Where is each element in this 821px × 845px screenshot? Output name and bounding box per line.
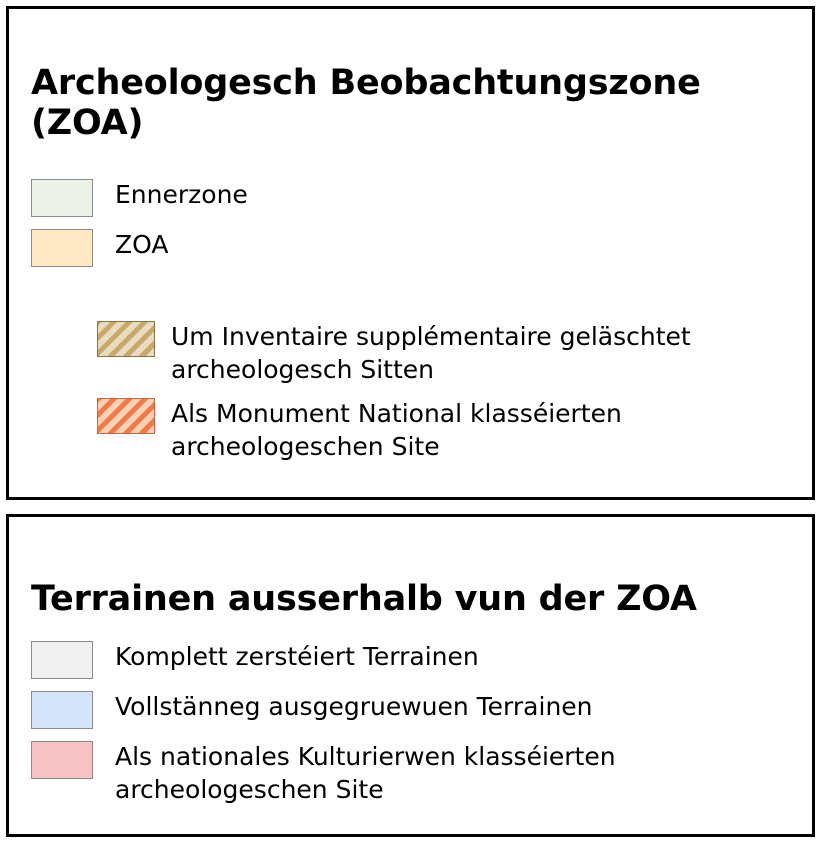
- swatch-inventaire-supplementaire: [97, 321, 155, 357]
- swatch-kulturierwen: [31, 741, 93, 779]
- legend-item: [9, 739, 812, 806]
- swatch-komplett-zerstoeiert: [31, 641, 93, 679]
- zoa-panel: [6, 6, 815, 500]
- zoa-legend-group-secondary: [9, 319, 812, 473]
- legend-item-label: Komplett zerstéiert Terrainen: [115, 642, 479, 671]
- legend-item: [9, 639, 812, 679]
- legend-item: [9, 396, 812, 463]
- outside-zoa-panel: [6, 514, 815, 837]
- zoa-legend-group-primary: [9, 177, 812, 277]
- legend-item: [9, 227, 812, 267]
- legend-item: [9, 319, 812, 386]
- swatch-ausgegruewuen: [31, 691, 93, 729]
- legend-item-label: ZOA: [115, 230, 169, 259]
- legend-item-label: Als nationales Kulturierwen klasséierten archeologeschen Site: [115, 742, 616, 804]
- legend-item-label: Ennerzone: [115, 180, 248, 209]
- legend-item-label: Als Monument National klasséierten archeologeschen Site: [171, 399, 622, 461]
- swatch-zoa: [31, 229, 93, 267]
- legend-item: [9, 177, 812, 217]
- legend-item-label: Vollstänneg ausgegruewuen Terrainen: [115, 692, 593, 721]
- outside-zoa-legend-group: [9, 639, 812, 816]
- legend-item-label: Um Inventaire supplémentaire geläschtet archeologesch Sitten: [171, 322, 691, 384]
- zoa-panel-title: Archeologesch Beobachtungszone (ZOA): [31, 63, 701, 144]
- swatch-ennerzone: [31, 179, 93, 217]
- legend-item: [9, 689, 812, 729]
- swatch-monument-national: [97, 398, 155, 434]
- outside-zoa-panel-title: Terrainen ausserhalb vun der ZOA: [31, 579, 697, 619]
